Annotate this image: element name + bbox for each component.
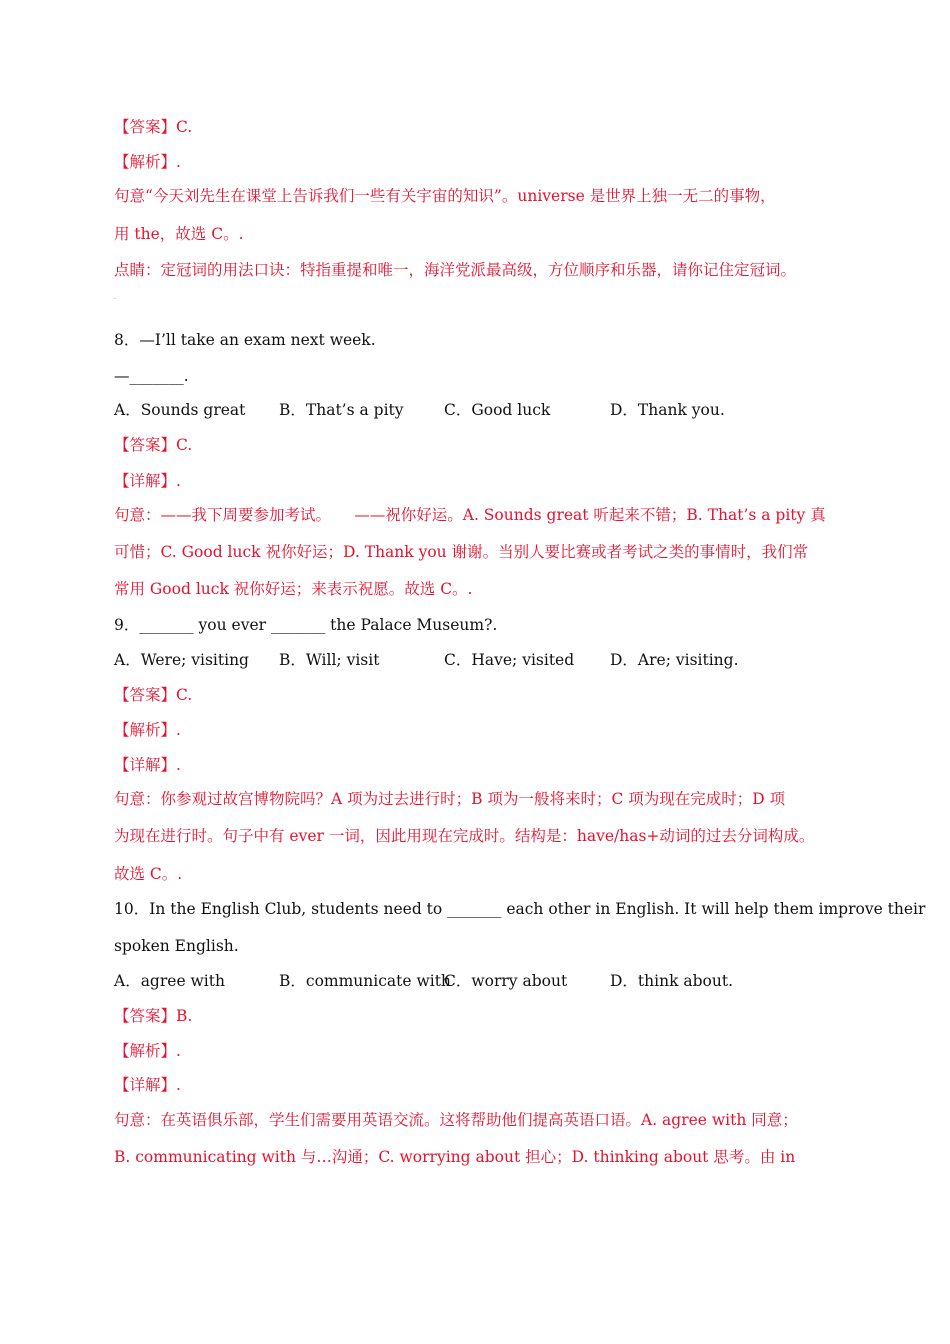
q8-explanation-line-1: 句意：——我下周要参加考试。 ——祝你好运。A. Sounds great 听起来不错；B. That’s a pity 真 — [114, 506, 826, 524]
q8-option-a: A．Sounds great — [114, 401, 246, 419]
q9-explanation-line-1: 句意：你参观过故宫博物院吗？A 项为过去进行时；B 项为一般将来时；C 项为现在完成时；D 项 — [114, 790, 786, 808]
q10-detail-label: 【详解】. — [114, 1076, 181, 1094]
q8-detail-label: 【详解】. — [114, 472, 181, 490]
q10-stem-line-2: spoken English. — [114, 937, 239, 955]
q9-analysis-label: 【解析】. — [114, 721, 181, 739]
q7-answer: 【答案】C. — [114, 118, 193, 136]
q9-option-a: A．Were; visiting — [114, 651, 249, 669]
q7-explanation-line-2: 用 the，故选 C。. — [114, 225, 244, 243]
q7-tip: 点睛：定冠词的用法口诀：特指重提和唯一，海洋党派最高级，方位顺序和乐器，请你记住定冠词。 — [114, 261, 797, 279]
q8-reply-blank: —_______. — [114, 367, 189, 385]
q8-option-b: B．That’s a pity — [279, 401, 404, 419]
q10-explanation-line-2: B. communicating with 与…沟通；C. worrying about 担心；D. thinking about 思考。由 in — [114, 1148, 796, 1166]
q10-stem-line-1: 10．In the English Club, students need to _______ each other in English. It will help them improve their — [114, 900, 926, 918]
q8-answer: 【答案】C. — [114, 436, 193, 454]
q7-tip-end: . — [114, 294, 116, 301]
q7-explanation-line-1: 句意“今天刘先生在课堂上告诉我们一些有关宇宙的知识”。universe 是世界上独一无二的事物， — [114, 187, 776, 205]
q9-explanation-line-3: 故选 C。. — [114, 865, 183, 883]
q9-stem: 9．_______ you ever _______ the Palace Museum?. — [114, 616, 498, 634]
q10-analysis-label: 【解析】. — [114, 1042, 181, 1060]
q10-option-b: B．communicate with — [279, 972, 451, 990]
q10-option-d: D．think about. — [610, 972, 734, 990]
q9-option-b: B．Will; visit — [279, 651, 380, 669]
q8-stem: 8．—I’ll take an exam next week. — [114, 331, 376, 349]
q10-option-a: A．agree with — [114, 972, 225, 990]
q10-answer: 【答案】B. — [114, 1007, 193, 1025]
q8-explanation-line-2: 可惜；C. Good luck 祝你好运；D. Thank you 谢谢。当别人要比赛或者考试之类的事情时，我们常 — [114, 543, 809, 561]
q10-option-c: C．worry about — [444, 972, 568, 990]
q8-explanation-line-3: 常用 Good luck 祝你好运；来表示祝愿。故选 C。. — [114, 580, 473, 598]
q10-explanation-line-1: 句意：在英语俱乐部，学生们需要用英语交流。这将帮助他们提高英语口语。A. agree with 同意； — [114, 1111, 798, 1129]
q7-analysis-label: 【解析】. — [114, 153, 181, 171]
q8-option-c: C．Good luck — [444, 401, 551, 419]
q9-explanation-line-2: 为现在进行时。句子中有 ever 一词，因此用现在完成时。结构是：have/has+动词的过去分词构成。 — [114, 827, 815, 845]
q9-answer: 【答案】C. — [114, 686, 193, 704]
q9-option-c: C．Have; visited — [444, 651, 575, 669]
q8-option-d: D．Thank you. — [610, 401, 725, 419]
q9-option-d: D．Are; visiting. — [610, 651, 739, 669]
q9-detail-label: 【详解】. — [114, 756, 181, 774]
